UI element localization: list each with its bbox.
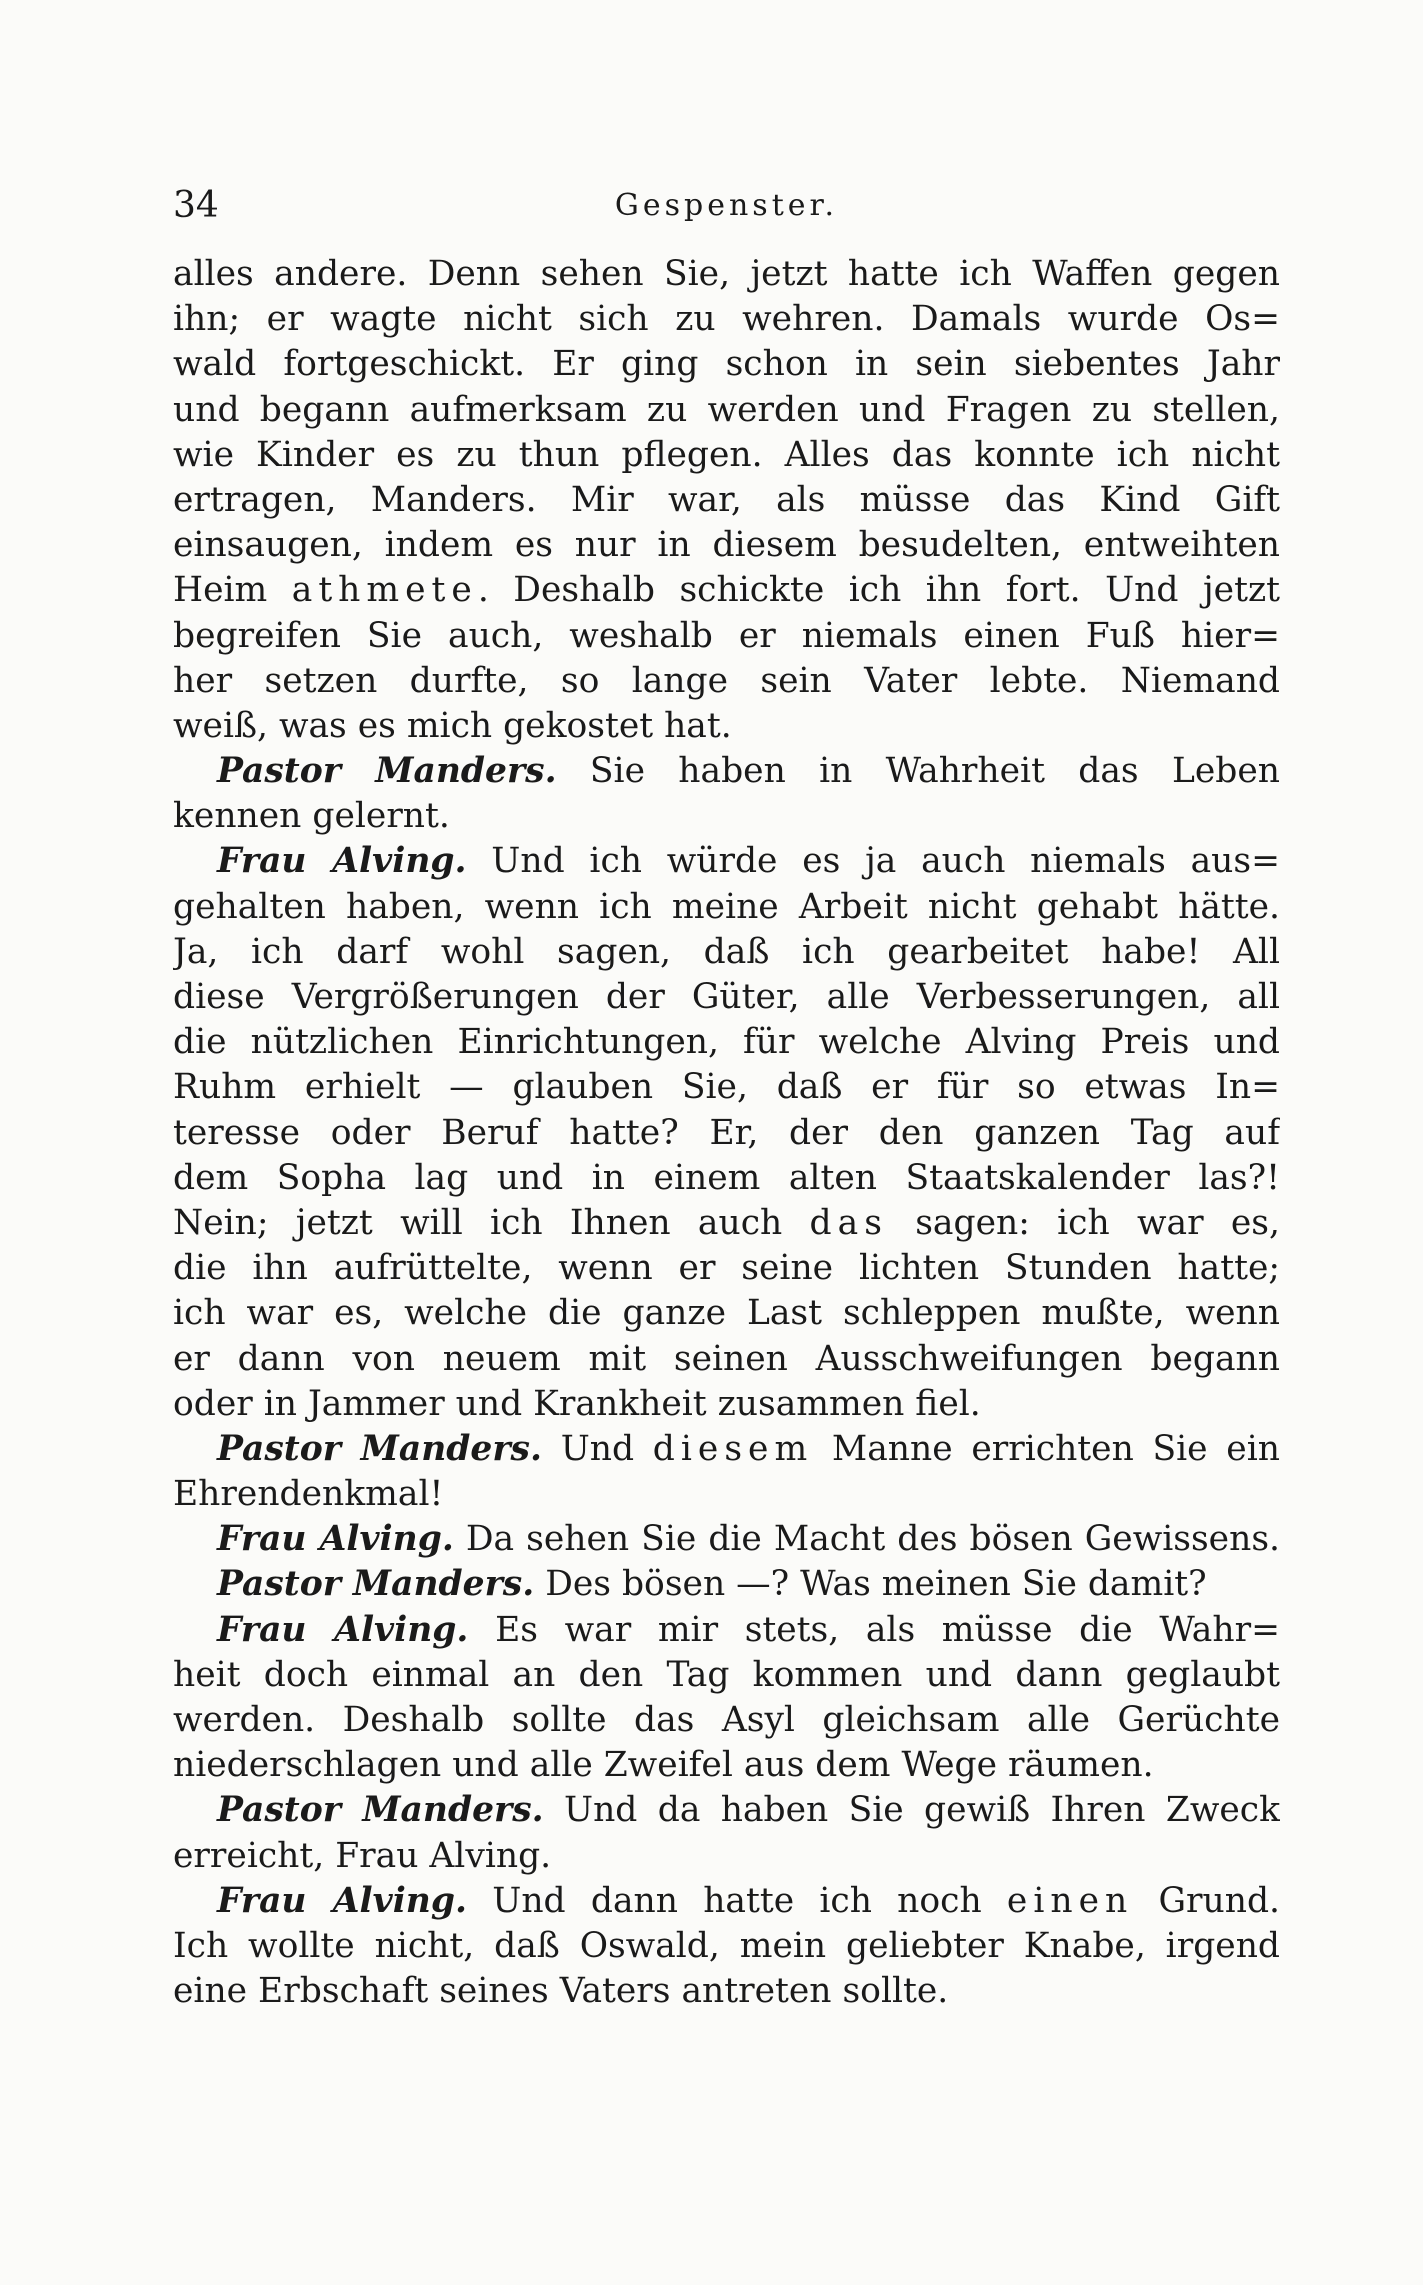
emphasized-text: das (809, 1202, 888, 1243)
line-text: Heim (173, 570, 292, 611)
text-line (173, 749, 1280, 794)
line-text: Grund. (1133, 1880, 1280, 1921)
line-text: Ja, ich darf wohl sagen, daß ich gearbeitet habe! All (173, 931, 1280, 972)
text-line (173, 885, 1280, 930)
line-text: Des bösen —? Was meinen Sie damit? (534, 1564, 1207, 1605)
speaker-name: Frau Alving. (217, 1609, 469, 1650)
text-line (173, 1788, 1280, 1833)
text-line (173, 1472, 1280, 1517)
text-line (173, 252, 1280, 297)
text-line (173, 839, 1280, 884)
text-line (173, 704, 1280, 749)
line-text: werden. Deshalb sollte das Asyl gleichsam alle Gerüchte (173, 1700, 1280, 1740)
emphasized-text: athmete (291, 570, 478, 611)
line-text: ich war es, welche die ganze Last schleppen mußte, wenn (173, 1293, 1280, 1334)
text-line (173, 1382, 1280, 1427)
text-line (173, 614, 1280, 659)
speaker-name: Frau Alving. (217, 841, 467, 882)
line-text: gehalten haben, wenn ich meine Arbeit nicht gehabt hätte. (173, 886, 1280, 927)
text-line (173, 794, 1280, 839)
text-line (173, 297, 1280, 342)
line-text: erreicht, Frau Alving. (173, 1835, 552, 1876)
line-text: ihn; er wagte nicht sich zu wehren. Damals wurde Os= (173, 299, 1280, 340)
emphasized-text: einen (1006, 1880, 1134, 1921)
text-line (173, 1698, 1280, 1743)
line-text: Ehrendenkmal! (173, 1474, 444, 1515)
text-line (173, 1924, 1280, 1969)
line-text: Und dann hatte ich noch (467, 1880, 1007, 1921)
speaker-name: Pastor Manders. (217, 751, 557, 792)
line-text: Ich wollte nicht, daß Oswald, mein geliebter Knabe, irgend (173, 1925, 1280, 1966)
speaker-name: Pastor Manders. (217, 1790, 544, 1831)
text-line (173, 1608, 1280, 1653)
line-text: . Deshalb schickte ich ihn fort. Und jetzt (477, 570, 1280, 611)
line-text: Nein; jetzt will ich Ihnen auch (173, 1202, 810, 1243)
text-line (173, 1969, 1280, 2014)
line-text: oder in Jammer und Krankheit zusammen fiel. (173, 1383, 981, 1424)
line-text: Ruhm erhielt — glauben Sie, daß er für so etwas In= (173, 1067, 1280, 1108)
text-line (173, 1111, 1280, 1156)
line-text: und begann aufmerksam zu werden und Fragen zu stellen, (173, 389, 1280, 430)
line-text: ertragen, Manders. Mir war, als müsse das Kind Gift (173, 479, 1280, 520)
line-text: Es war mir stets, als müsse die Wahr= (468, 1609, 1280, 1650)
emphasized-text: diesem (652, 1428, 814, 1469)
text-line (173, 1743, 1280, 1788)
text-line (173, 1427, 1280, 1472)
text-line (173, 1156, 1280, 1201)
text-line (173, 568, 1280, 613)
line-text: diese Vergrößerungen der Güter, alle Verbesserungen, all (173, 977, 1280, 1017)
page-number: 34 (173, 185, 219, 226)
text-line (173, 342, 1280, 387)
text-line (173, 1834, 1280, 1879)
text-line (173, 1337, 1280, 1382)
text-line (173, 659, 1280, 704)
body-text (173, 252, 1280, 2014)
text-line (173, 930, 1280, 975)
line-text: Und da haben Sie gewiß Ihren Zweck (543, 1790, 1280, 1831)
line-text: Da sehen Sie die Macht des bösen Gewissens. (453, 1519, 1280, 1560)
text-line (173, 388, 1280, 433)
line-text: niederschlagen und alle Zweifel aus dem Wege räumen. (173, 1745, 1154, 1786)
line-text: kennen gelernt. (173, 796, 450, 837)
line-text: Manne errichten Sie ein (813, 1428, 1280, 1469)
line-text: dem Sopha lag und in einem alten Staatskalender las?! (173, 1157, 1280, 1198)
speaker-name: Frau Alving. (217, 1519, 454, 1560)
line-text: Sie haben in Wahrheit das Leben (556, 751, 1280, 792)
speaker-name: Frau Alving. (217, 1880, 468, 1921)
text-line (173, 1562, 1280, 1607)
line-text: Und (541, 1428, 653, 1469)
line-text: wie Kinder es zu thun pflegen. Alles das konnte ich nicht (173, 434, 1280, 475)
line-text: Und ich würde es ja auch niemals aus= (466, 841, 1280, 882)
text-line (173, 975, 1280, 1020)
line-text: er dann von neuem mit seinen Ausschweifungen begann (173, 1338, 1280, 1379)
text-line (173, 1517, 1280, 1562)
running-title: Gespenster. (614, 188, 839, 223)
text-line (173, 1246, 1280, 1291)
line-text: heit doch einmal an den Tag kommen und dann geglaubt (173, 1654, 1280, 1695)
text-line (173, 1291, 1280, 1336)
line-text: die ihn aufrüttelte, wenn er seine lichten Stunden hatte; (173, 1248, 1280, 1289)
text-line (173, 523, 1280, 568)
line-text: die nützlichen Einrichtungen, für welche Alving Preis und (173, 1022, 1280, 1063)
line-text: weiß, was es mich gekostet hat. (173, 705, 732, 746)
line-text: einsaugen, indem es nur in diesem besudelten, entweihten (173, 525, 1280, 566)
text-line (173, 1879, 1280, 1924)
text-line (173, 1065, 1280, 1110)
text-line (173, 1653, 1280, 1698)
text-line (173, 478, 1280, 523)
page-header (173, 178, 1280, 234)
text-line (173, 1020, 1280, 1065)
line-text: teresse oder Beruf hatte? Er, der den ganzen Tag auf (173, 1112, 1280, 1153)
text-line (173, 1201, 1280, 1246)
line-text: her setzen durfte, so lange sein Vater lebte. Niemand (173, 660, 1280, 701)
speaker-name: Pastor Manders. (217, 1428, 542, 1469)
text-line (173, 433, 1280, 478)
line-text: eine Erbschaft seines Vaters antreten sollte. (173, 1971, 949, 2012)
line-text: begreifen Sie auch, weshalb er niemals einen Fuß hier= (173, 615, 1280, 656)
speaker-name: Pastor Manders. (217, 1564, 535, 1605)
line-text: sagen: ich war es, (887, 1202, 1280, 1243)
line-text: wald fortgeschickt. Er ging schon in sein siebentes Jahr (173, 344, 1280, 385)
line-text: alles andere. Denn sehen Sie, jetzt hatte ich Waffen gegen (173, 254, 1280, 294)
